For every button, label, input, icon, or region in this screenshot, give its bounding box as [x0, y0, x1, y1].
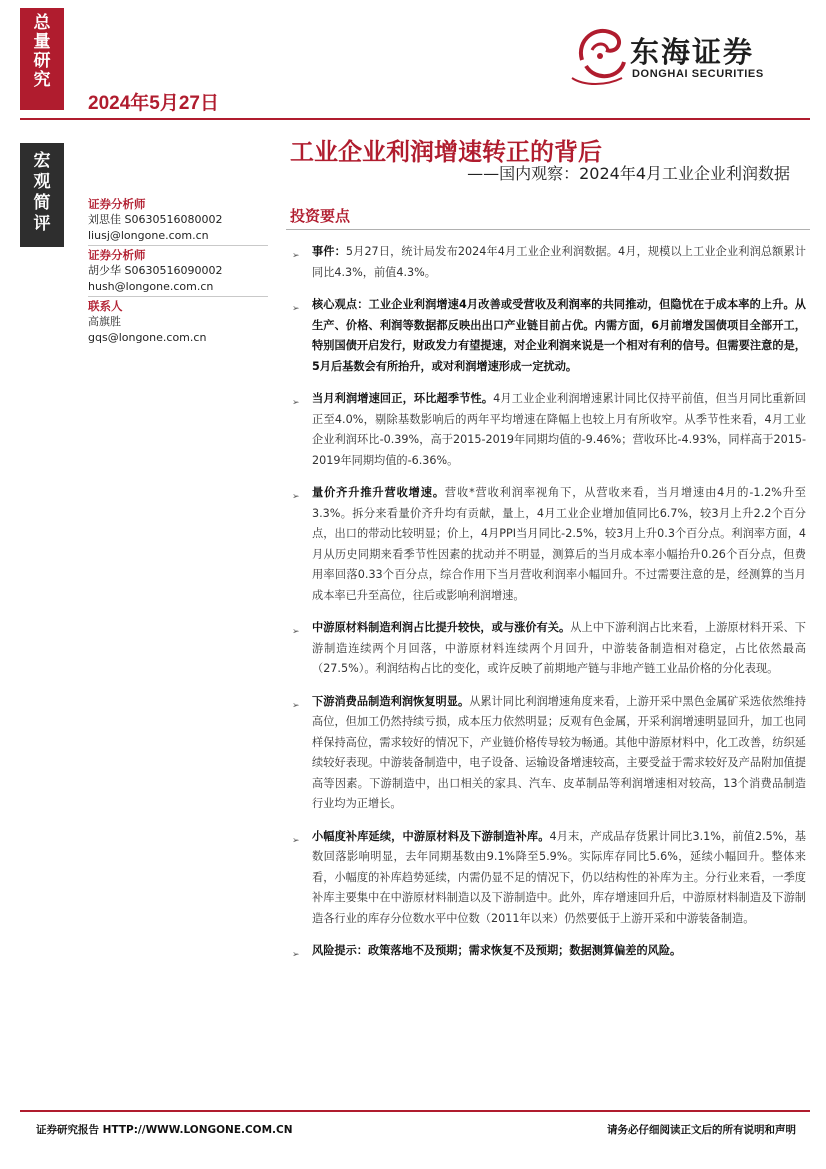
- report-subtitle: ——国内观察：2024年4月工业企业利润数据: [467, 164, 790, 183]
- analyst-divider: [88, 296, 268, 297]
- key-point: [286, 389, 806, 471]
- brand-name-en: DONGHAI SECURITIES: [632, 68, 764, 80]
- analyst-role: 联系人: [88, 299, 123, 313]
- arrow-bullet-icon: ➢: [292, 835, 300, 846]
- analyst-block: [88, 298, 268, 346]
- section-heading: 投资要点: [290, 207, 351, 225]
- key-point-lead: 中游原材料制造利润占比提升较快，或与涨价有关。: [312, 621, 571, 634]
- analyst-divider: [88, 245, 268, 246]
- analyst-panel: [88, 196, 268, 346]
- section-divider: [286, 229, 810, 230]
- key-point: [286, 295, 806, 377]
- category-char: 研: [33, 51, 51, 71]
- key-point: [286, 692, 806, 815]
- report-title: 工业企业利润增速转正的背后: [290, 138, 602, 166]
- analyst-role: 证券分析师: [88, 248, 146, 262]
- arrow-bullet-icon: ➢: [292, 627, 300, 637]
- analyst-email[interactable]: hush@longone.com.cn: [88, 280, 214, 293]
- key-point-lead: 事件：: [312, 245, 346, 258]
- category-tag: [20, 8, 64, 110]
- analyst-block: [88, 247, 268, 295]
- analyst-block: [88, 196, 268, 244]
- analyst-name: 胡少华 S0630516090002: [88, 264, 223, 277]
- key-point: [286, 242, 806, 283]
- category-char: 量: [33, 32, 51, 52]
- key-point: [286, 618, 806, 680]
- key-point-body: 4月末，产成品存货累计同比3.1%，前值2.5%，基数回落影响明显，去年同期基数由9.1%降至5.9%。实际库存同比5.6%，延续小幅回升。整体来看，小幅度的补库趋势延续，内需仍显不足的情况下，仍以结构性的补库为主。分行业来看，一季度补库主要集中在中游原材料制造以及下游制造中。此外，库存增速回升后，中游原材料制造及下游制造各行业的库存分位数水平中位数（2011年以来）仍然要低于上游开采和中游装备制造。: [312, 829, 806, 925]
- key-point: [286, 483, 806, 606]
- arrow-bullet-icon: ➢: [292, 950, 300, 960]
- analyst-name: 刘思佳 S0630516080002: [88, 213, 223, 226]
- arrow-bullet-icon: ➢: [292, 398, 300, 408]
- key-point-body: 从累计同比利润增速角度来看，上游开采中黑色金属矿采选依然维持高位，但加工仍然持续亏损，成本压力依然明显；反观有色金属，开采利润增速明显回升，加工也同样保持高位，需求较好的情况下，产业链价格传导较为畅通。其他中游原材料中，化工改善，纺织延续较好表现。中游装备制造中，电子设备、运输设备增速较高，主要受益于需求较好及产品附加值提高等因素。下游制造中，出口相关的家具、汽车、皮革制品等利润增速相对较高，13个消费品制造行业均为正增长。: [312, 694, 806, 810]
- analyst-name: 高旗胜: [88, 315, 121, 328]
- footer-divider: [20, 1110, 810, 1112]
- report-type-char: 宏: [33, 151, 51, 171]
- analyst-role: 证券分析师: [88, 197, 146, 211]
- report-type-char: 观: [33, 172, 51, 192]
- key-points-list: [286, 242, 806, 974]
- report-type-tag: [20, 143, 64, 247]
- key-point-lead: 风险提示：政策落地不及预期；需求恢复不及预期；数据测算偏差的风险。: [312, 944, 682, 957]
- footer-disclaimer: 请务必仔细阅读正文后的所有说明和声明: [607, 1124, 796, 1136]
- key-point-body: 从上中下游利润占比来看，上游原材料开采、下游制造连续两个月回落，中游原材料连续两个月回升，中游装备制造相对稳定，占比依然最高（27.5%）。利润结构占比的变化，或许反映了前期地产链与非地产链工业品价格的分化表现。: [312, 621, 806, 675]
- arrow-bullet-icon: ➢: [292, 251, 300, 261]
- arrow-bullet-icon: ➢: [292, 492, 300, 502]
- header-divider: [20, 118, 810, 120]
- analyst-email[interactable]: gqs@longone.com.cn: [88, 331, 207, 344]
- key-point-lead: 下游消费品制造利润恢复明显。: [312, 694, 470, 708]
- analyst-email[interactable]: liusj@longone.com.cn: [88, 229, 209, 242]
- arrow-bullet-icon: ➢: [292, 304, 300, 314]
- report-type-char: 评: [33, 214, 51, 234]
- report-type-char: 简: [33, 193, 51, 213]
- footer-left[interactable]: 证券研究报告 HTTP://WWW.LONGONE.COM.CN: [36, 1124, 293, 1136]
- key-point: [286, 827, 806, 930]
- key-point-lead: 小幅度补库延续，中游原材料及下游制造补库。: [312, 829, 550, 843]
- key-point-body: 营收*营收利润率视角下，从营收来看，当月增速由4月的-1.2%升至3.3%。拆分来看量价齐升均有贡献，量上，4月工业企业增加值同比6.7%，较3月上升2.2个百分点，出口的带动比较明显；价上，4月PPI当月同比-2.5%，较3月上升0.3个百分点。利润率方面，4月从历史同期来看季节性因素的扰动并不明显，测算后的当月成本率小幅抬升0.26个百分点，但费用率回落0.33个百分点，综合作用下当月营收利润率小幅回升。不过需要注意的是，经测算的当月成本率已升至高位，往后或影响利润增速。: [312, 486, 806, 602]
- category-char: 总: [33, 13, 51, 33]
- key-point: [286, 941, 806, 962]
- key-point-lead: 当月利润增速回正，环比超季节性。: [312, 392, 494, 405]
- key-point-body: 5月27日，统计局发布2024年4月工业企业利润数据。4月，规模以上工业企业利润总额累计同比4.3%，前值4.3%。: [312, 245, 806, 279]
- key-point-lead: 核心观点：工业企业利润增速4月改善或受营收及利润率的共同推动，但隐忧在于成本率的上升。从生产、价格、利润等数据都反映出出口产业链目前占优。内需方面，6月前增发国债项目全部开工，特别国债开启发行，财政发力有望提速，对企业利润来说是一个相对有利的信号。但需要注意的是，5月后基数会有所抬升，或对利润增速形成一定扰动。: [312, 298, 806, 373]
- key-point-body: 4月工业企业利润增速累计同比仅持平前值，但当月同比重新回正至4.0%，剔除基数影响后的两年平均增速在降幅上也较上月有所收窄。从季节性来看，4月工业企业利润环比-0.39%，高于2015-2019年同期均值的-9.46%；营收环比-4.93%，同样高于2015-2019年同期均值的-6.36%。: [312, 392, 806, 467]
- category-char: 究: [33, 70, 51, 90]
- brand-name-cn: 东海证券: [630, 35, 755, 69]
- report-date: 2024年5月27日: [88, 93, 219, 114]
- arrow-bullet-icon: ➢: [292, 700, 300, 711]
- key-point-lead: 量价齐升推升营收增速。: [312, 486, 445, 499]
